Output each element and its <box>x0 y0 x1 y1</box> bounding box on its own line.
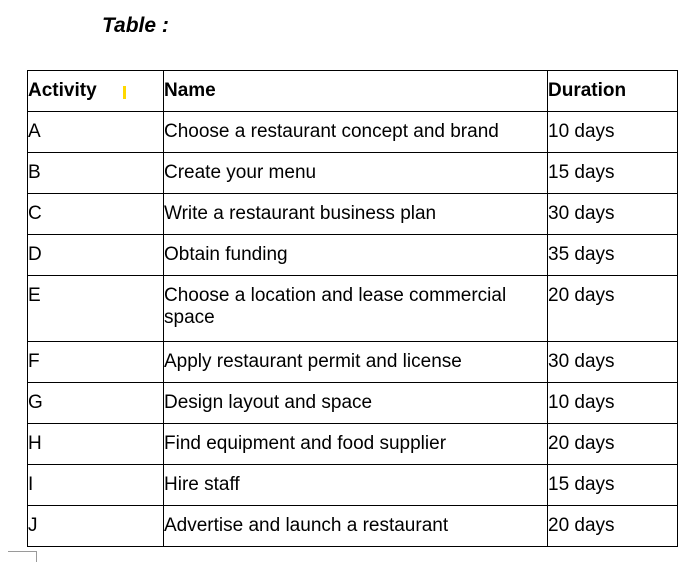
duration-cell[interactable]: 30 days <box>548 194 678 235</box>
name-cell[interactable]: Advertise and launch a restaurant <box>164 506 548 547</box>
activity-cell[interactable]: I <box>28 465 164 506</box>
activity-cell[interactable]: J <box>28 506 164 547</box>
duration-cell[interactable]: 30 days <box>548 342 678 383</box>
activity-cell[interactable] <box>28 276 164 342</box>
page-corner-mark <box>8 551 37 562</box>
table-row <box>28 235 678 276</box>
activity-cell[interactable]: H <box>28 424 164 465</box>
table-header-row <box>28 71 678 112</box>
duration-cell-text: 20 days <box>548 285 615 306</box>
duration-cell[interactable]: 15 days <box>548 465 678 506</box>
text-cursor <box>123 86 126 99</box>
table-row <box>28 506 678 547</box>
table-row <box>28 465 678 506</box>
name-cell[interactable]: Find equipment and food supplier <box>164 424 548 465</box>
duration-cell[interactable] <box>548 276 678 342</box>
duration-cell[interactable]: 10 days <box>548 383 678 424</box>
duration-column-header[interactable]: Duration <box>548 71 678 112</box>
activity-cell[interactable]: D <box>28 235 164 276</box>
activity-table <box>27 70 678 547</box>
name-cell[interactable]: Hire staff <box>164 465 548 506</box>
table-row <box>28 112 678 153</box>
name-cell[interactable]: Design layout and space <box>164 383 548 424</box>
table-row <box>28 342 678 383</box>
name-cell[interactable]: Obtain funding <box>164 235 548 276</box>
name-cell[interactable]: Choose a restaurant concept and brand <box>164 112 548 153</box>
activity-cell-text: E <box>28 285 41 306</box>
name-cell-text: Choose a location and lease commercial space <box>164 285 507 328</box>
activity-cell[interactable]: B <box>28 153 164 194</box>
name-column-header[interactable]: Name <box>164 71 548 112</box>
activity-cell[interactable]: A <box>28 112 164 153</box>
activity-cell[interactable]: C <box>28 194 164 235</box>
duration-cell[interactable]: 20 days <box>548 506 678 547</box>
name-cell[interactable]: Write a restaurant business plan <box>164 194 548 235</box>
table-row <box>28 424 678 465</box>
table-caption: Table : <box>102 14 169 37</box>
name-cell[interactable]: Create your menu <box>164 153 548 194</box>
table-row <box>28 383 678 424</box>
duration-cell[interactable]: 35 days <box>548 235 678 276</box>
duration-cell[interactable]: 20 days <box>548 424 678 465</box>
table-row <box>28 153 678 194</box>
activity-cell[interactable]: F <box>28 342 164 383</box>
activity-column-header[interactable] <box>28 71 164 112</box>
table-row <box>28 194 678 235</box>
duration-cell[interactable]: 10 days <box>548 112 678 153</box>
table-row <box>28 276 678 342</box>
name-cell[interactable] <box>164 276 548 342</box>
name-cell[interactable]: Apply restaurant permit and license <box>164 342 548 383</box>
activity-header-label: Activity <box>28 80 97 101</box>
activity-cell[interactable]: G <box>28 383 164 424</box>
duration-cell[interactable]: 15 days <box>548 153 678 194</box>
